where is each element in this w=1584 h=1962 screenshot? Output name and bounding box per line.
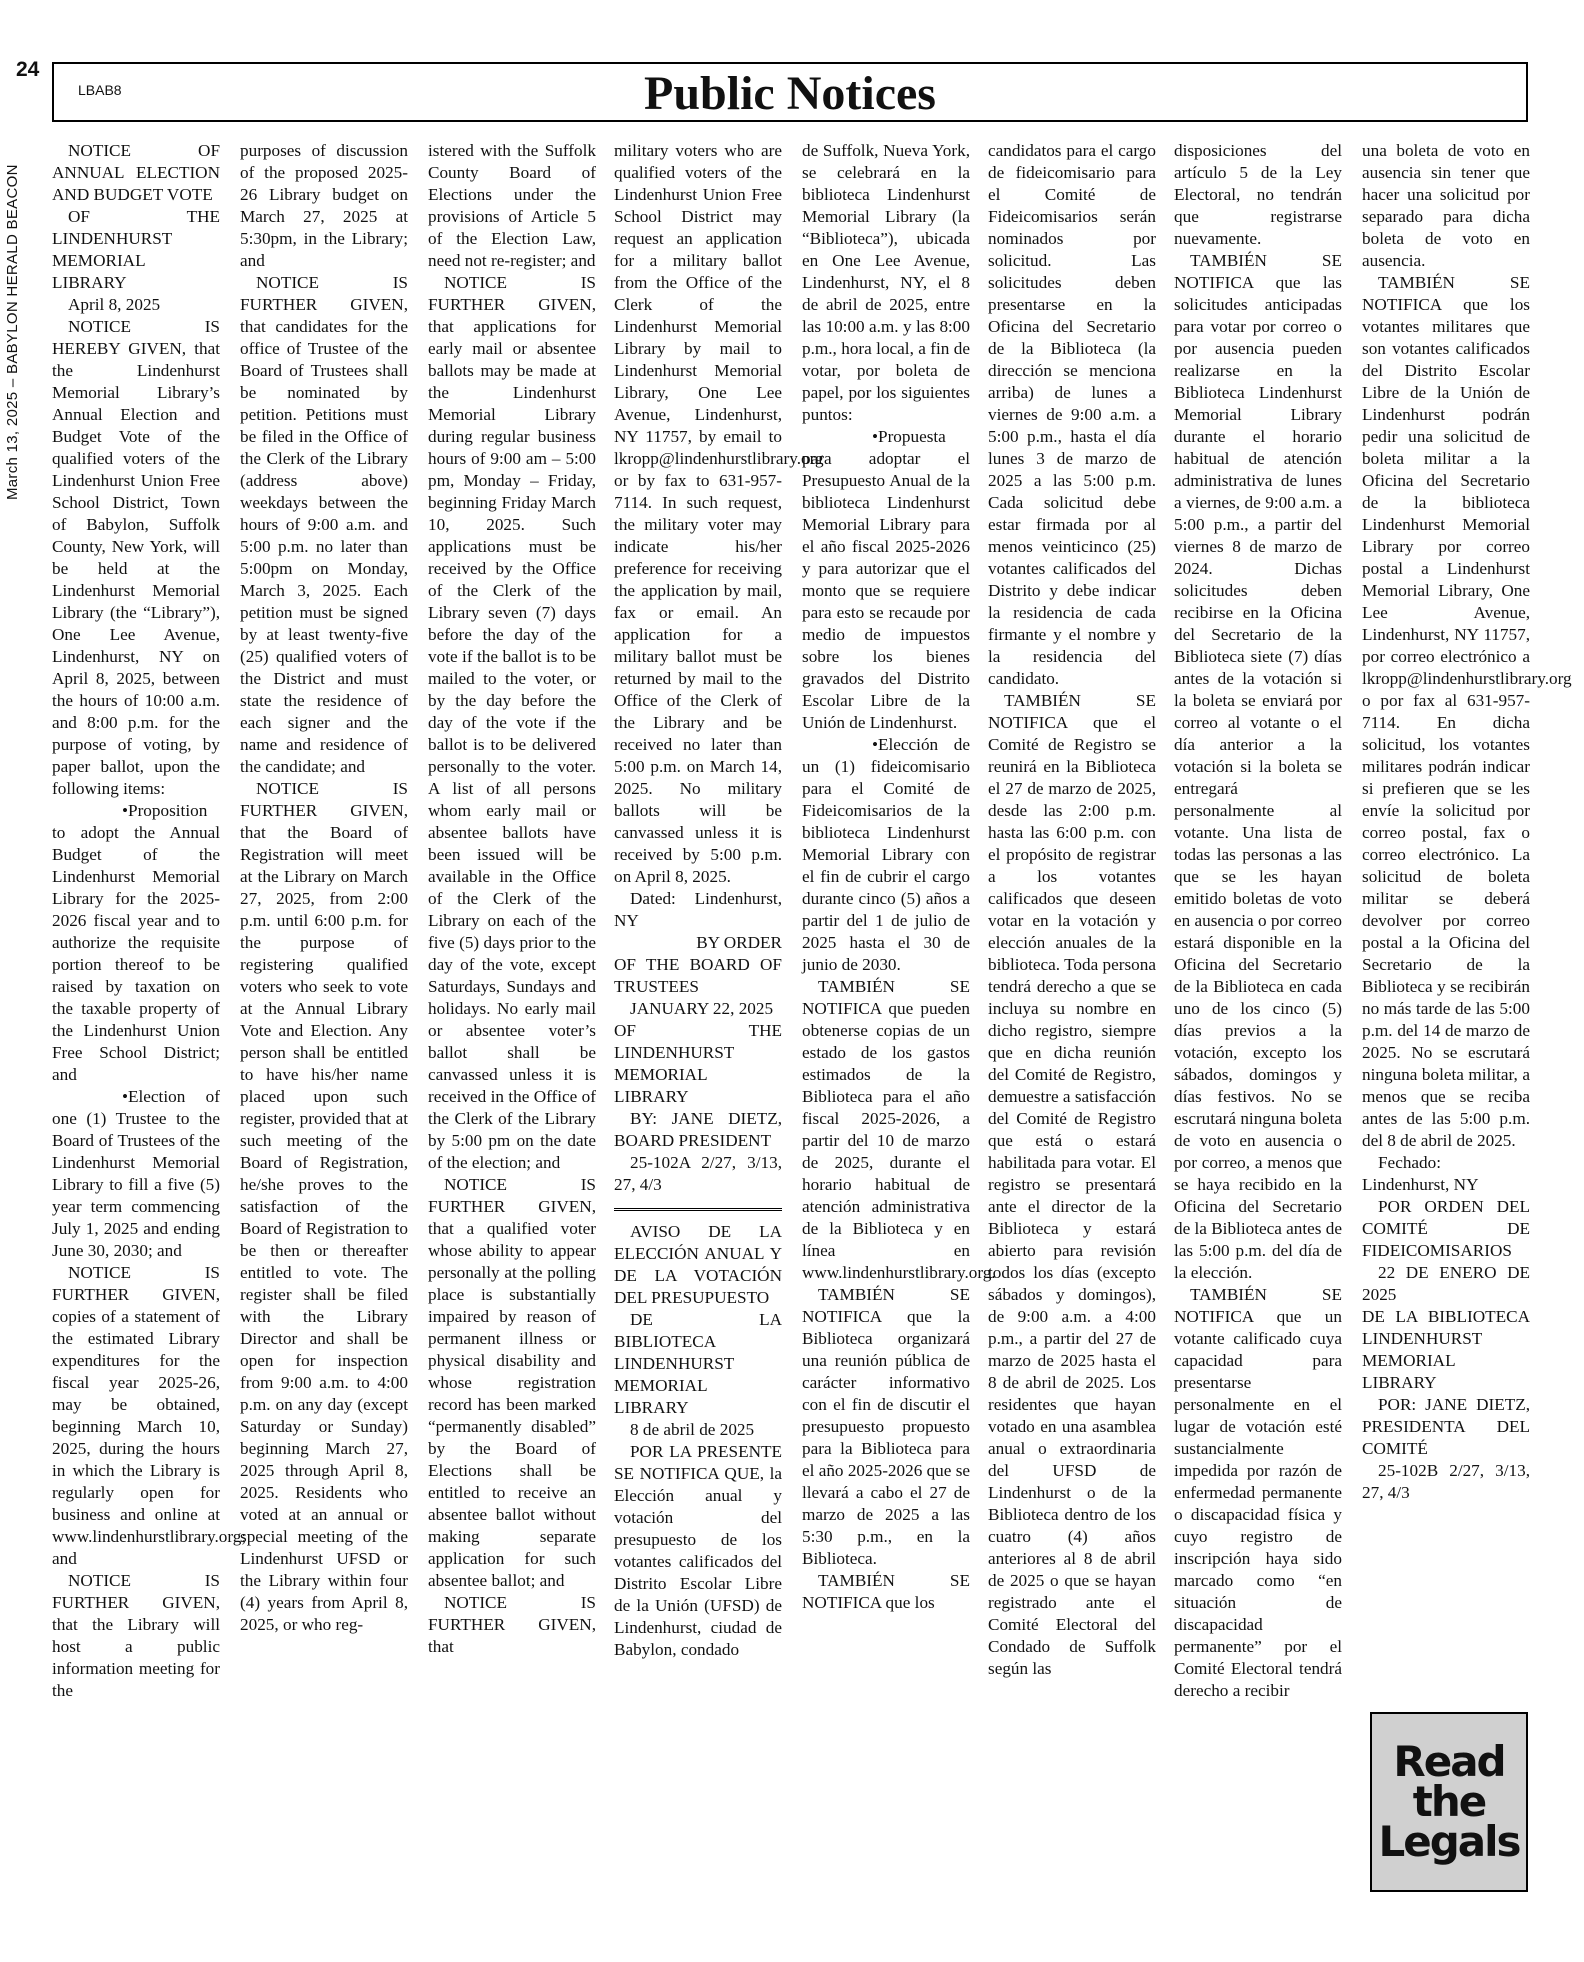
notice-paragraph: 8 de abril de 2025 [630, 1420, 755, 1439]
notice-paragraph: 22 DE ENERO DE 2025 [1362, 1263, 1530, 1304]
notice-paragraph: NOTICE IS HEREBY GIVEN, that the Lindenhurst Memorial Library’s Annual Election and Budget Vote of the qualified voters of the Lindenhurst Union Free School District, Town of Babylon, Suffolk County, New York, will be held at the Lindenhurst Memorial Library (the “Library”), One Lee Avenue, Lindenhurst, NY on April 8, 2025, between the hours of 10:00 a.m. and 8:00 p.m. for the purpose of voting, by paper ballot, upon the following items: [52, 317, 220, 798]
section-title: Public Notices [644, 67, 936, 120]
notice-paragraph: AVISO DE LA ELECCIÓN ANUAL Y DE LA VOTACIÓN DEL PRESUPUESTO [614, 1222, 782, 1307]
section-code: LBAB8 [78, 82, 122, 98]
promo-line-3: Legals [1378, 1817, 1520, 1866]
text-column-6 [988, 140, 1156, 1900]
notice-paragraph: April 8, 2025 [68, 295, 161, 314]
notice-paragraph: •Proposition to adopt the Annual Budget of the Lindenhurst Memorial Library for the 2025-2026 fiscal year and to authorize the requisite portion thereof to be raised by taxation on the taxable property of the Lindenhurst Union Free School District; and [52, 801, 220, 1084]
notice-paragraph: 25-102B 2/27, 3/13, 27, 4/3 [1362, 1461, 1530, 1502]
text-column-4 [614, 140, 824, 1900]
notice-paragraph: disposiciones del artículo 5 de la Ley Electoral, no tendrán que registrarse nuevamente. [1174, 141, 1342, 248]
text-column-2 [240, 140, 408, 1900]
text-column-8 [1362, 140, 1572, 1900]
notice-paragraph: TAMBIÉN SE NOTIFICA que la Biblioteca organizará una reunión pública de carácter informativo con el fin de discutir el presupuesto propuesto para la Biblioteca para el año 2025-2026 que se llevará a cabo el 27 de marzo de 2025 a las 5:30 p.m., en la Biblioteca. [802, 1285, 971, 1568]
notice-paragraph: BY: JANE DIETZ, BOARD PRESIDENT [614, 1109, 782, 1150]
notice-paragraph: Fechado: Lindenhurst, NY [1362, 1153, 1479, 1194]
notice-paragraph: TAMBIÉN SE NOTIFICA que los votantes militares que son votantes calificados del Distrito Escolar Libre de la Unión de Lindenhurst podrán pedir una solicitud de boleta militar a la Oficina del Secretario de la biblioteca Lindenhurst Memorial Library por correo postal a Lindenhurst Memorial Library, One Lee Avenue, Lindenhurst, NY 11757, por correo electrónico a lkropp@lindenhurstlibrary.org o por fax al 631-957-7114. En dicha solicitud, los votantes militares podrán indicar si prefieren que se les envíe la solicitud por correo postal, fax o correo electrónico. La solicitud de boleta militar se deberá devolver por correo postal a la Oficina del Secretario de la Biblioteca y se recibirán no más tarde de las 5:00 p.m. del 14 de marzo de 2025. No se escrutará ninguna boleta militar, a menos que se reciba antes de las 5:00 p.m. del 8 de abril de 2025. [1362, 273, 1572, 1150]
notice-paragraph: NOTICE OF ANNUAL ELECTION AND BUDGET VOTE [52, 141, 220, 204]
notice-paragraph: istered with the Suffolk County Board of Elections under the provisions of Article 5 of the Election Law, need not re-register; and [428, 141, 596, 270]
notice-paragraph: TAMBIÉN SE NOTIFICA que los [802, 1571, 970, 1612]
notice-paragraph: candidatos para el cargo de fideicomisario para el Comité de Fideicomisarios serán nominados por solicitud. Las solicitudes deben presentarse en la Oficina del Secretario de la Biblioteca (la dirección se menciona arriba) de lunes a viernes de 9:00 a.m. a 5:00 p.m., hasta el día lunes 3 de marzo de 2025 a las 5:00 p.m. Cada solicitud debe estar firmada por al menos veinticinco (25) votantes calificados del Distrito y debe indicar la residencia de cada firmante y el nombre y la residencia del candidato. [988, 141, 1156, 688]
text-column-3 [428, 140, 596, 1900]
notice-paragraph: OF THE LINDENHURST MEMORIAL LIBRARY [52, 207, 220, 292]
promo-line-2: the [1412, 1777, 1486, 1826]
notice-paragraph: DE LA BIBLIOTECA LINDENHURST MEMORIAL LIBRARY [1362, 1307, 1530, 1392]
text-column-7 [1174, 140, 1342, 1900]
notice-paragraph: NOTICE IS FURTHER GIVEN, that candidates for the office of Trustee of the Board of Trustees shall be nominated by petition. Petitions must be filed in the Office of the Clerk of the Library (address above) weekdays between the hours of 9:00 a.m. and 5:00 p.m. no later than 5:00pm on Monday, March 3, 2025. Each petition must be signed by at least twenty-five (25) qualified voters of the District and must state the residence of each signer and the name and residence of the candidate; and [240, 273, 408, 776]
notice-paragraph: una boleta de voto en ausencia sin tener que hacer una solicitud por separado para dicha boleta de voto en ausencia. [1362, 141, 1530, 270]
notice-paragraph: POR ORDEN DEL COMITÉ DE FIDEICOMISARIOS [1362, 1197, 1530, 1260]
promo-line-1: Read [1393, 1737, 1505, 1786]
notice-paragraph: purposes of discussion of the proposed 2025-26 Library budget on March 27, 2025 at 5:30pm, in the Library; and [240, 141, 408, 270]
notice-paragraph: NOTICE IS FURTHER GIVEN, that [428, 1593, 596, 1656]
notice-paragraph: TAMBIÉN SE NOTIFICA que un votante calificado cuya capacidad para presentarse personalmente en el lugar de votación esté sustancialmente impedida por razón de enfermedad permanente o discapacidad física y cuyo registro de inscripción haya sido marcado como “en situación de discapacidad permanente” por el Comité Electoral tendrá derecho a recibir [1174, 1285, 1342, 1700]
notice-paragraph: •Elección de un (1) fideicomisario para el Comité de Fideicomisarios de la biblioteca Lindenhurst Memorial Library con el fin de cubrir el cargo durante cinco (5) años a partir del 1 de julio de 2025 hasta el 30 de junio de 2030. [802, 735, 970, 974]
notice-divider [614, 1208, 782, 1211]
notice-paragraph: JANUARY 22, 2025 [630, 999, 774, 1018]
notice-paragraph: POR LA PRESENTE SE NOTIFICA QUE, la Elección anual y votación del presupuesto de los votantes calificados del Distrito Escolar Libre de la Unión (UFSD) de Lindenhurst, ciudad de Babylon, condado [614, 1442, 782, 1659]
text-column-5 [802, 140, 996, 1900]
notice-paragraph: Dated: Lindenhurst, NY [614, 889, 782, 930]
notice-paragraph: OF THE BOARD OF TRUSTEES [614, 955, 782, 996]
notice-paragraph: •Propuesta para adoptar el Presupuesto Anual de la biblioteca Lindenhurst Memorial Library para el año fiscal 2025-2026 y para autorizar que el monto que se requiere para esto se recaude por medio de impuestos sobre los bienes gravados del Distrito Escolar Libre de la Unión de Lindenhurst. [802, 427, 970, 732]
notice-paragraph: NOTICE IS FURTHER GIVEN, that the Board of Registration will meet at the Library on March 27, 2025, from 2:00 p.m. until 6:00 p.m. for the purpose of registering qualified voters who seek to vote at the Annual Library Vote and Election. Any person shall be entitled to have his/her name placed upon such register, provided that at such meeting of the Board of Registration, he/she proves to the satisfaction of the Board of Registration to be then or thereafter entitled to vote. The register shall be filed with the Library Director and shall be open for inspection from 9:00 a.m. to 4:00 p.m. on any day (except Saturday or Sunday) beginning March 27, 2025 through April 8, 2025. Residents who voted at an annual or special meeting of the Lindenhurst UFSD or the Library within four (4) years from April 8, 2025, or who reg- [240, 779, 408, 1634]
notice-paragraph: OF THE LINDENHURST MEMORIAL LIBRARY [614, 1021, 782, 1106]
notice-paragraph: •Election of one (1) Trustee to the Board of Trustees of the Lindenhurst Memorial Library to fill a five (5) year term commencing July 1, 2025 and ending June 30, 2030; and [52, 1087, 220, 1260]
notice-paragraph: NOTICE IS FURTHER GIVEN, that a qualified voter whose ability to appear personally at the polling place is substantially impaired by reason of permanent illness or physical disability and whose registration record has been marked “permanently disabled” by the Board of Elections shall be entitled to receive an absentee ballot without making separate application for such absentee ballot; and [428, 1175, 596, 1590]
issue-date-label: March 13, 2025 – BABYLON HERALD BEACON [4, 164, 21, 500]
notice-paragraph: NOTICE IS FURTHER GIVEN, that the Library will host a public information meeting for the [52, 1571, 220, 1700]
notice-paragraph: military voters who are qualified voters of the Lindenhurst Union Free School District may request an application for a military ballot from the Office of the Clerk of the Lindenhurst Memorial Library by mail to Lindenhurst Memorial Library, One Lee Avenue, Lindenhurst, NY 11757, by email to lkropp@lindenhurstlibrary.org or by fax to 631-957-7114. In such request, the military voter may indicate his/her preference for receiving the application by mail, fax or email. An application for a military ballot must be returned by mail to the Office of the Clerk of the Library and be received no later than 5:00 p.m. on March 14, 2025. No military ballots will be canvassed unless it is received by 5:00 p.m. on April 8, 2025. [614, 141, 824, 886]
notice-paragraph: BY ORDER [696, 933, 782, 952]
notice-paragraph: POR: JANE DIETZ, PRESIDENTA DEL COMITÉ [1362, 1395, 1530, 1458]
notice-paragraph: 25-102A 2/27, 3/13, 27, 4/3 [614, 1153, 782, 1194]
notice-paragraph: de Suffolk, Nueva York, se celebrará en la biblioteca Lindenhurst Memorial Library (la “Biblioteca”), ubicada en One Lee Avenue, Lindenhurst, NY, el 8 de abril de 2025, entre las 10:00 a.m. y las 8:00 p.m., hora local, a fin de votar, por boleta de papel, por los siguientes puntos: [802, 141, 970, 424]
notice-paragraph: TAMBIÉN SE NOTIFICA que las solicitudes anticipadas para votar por correo o por ausencia pueden realizarse en la Biblioteca Lindenhurst Memorial Library durante el horario habitual de atención administrativa de lunes a viernes, de 9:00 a.m. a 5:00 p.m., a partir del viernes 8 de marzo de 2024. Dichas solicitudes deben recibirse en la Oficina del Secretario de la Biblioteca siete (7) días antes de la votación si la boleta se enviará por correo al votante o el día anterior a la votación si la boleta se entregará personalmente al votante. Una lista de todas las personas a las que se les hayan emitido boletas de voto en ausencia o por correo estará disponible en la Oficina del Secretario de la Biblioteca en cada uno de los cinco (5) días previos a la votación, excepto los sábados, domingos y días festivos. No se escrutará ninguna boleta de voto en ausencia o por correo, a menos que se haya recibido en la Oficina del Secretario de la Biblioteca antes de las 5:00 p.m. del día de la elección. [1174, 251, 1342, 1282]
notice-paragraph: NOTICE IS FURTHER GIVEN, that applications for early mail or absentee ballots may be made at the Lindenhurst Memorial Library during regular business hours of 9:00 am – 5:00 pm, Monday – Friday, beginning Friday March 10, 2025. Such applications must be received by the Office of the Clerk of the Library seven (7) days before the day of the vote if the ballot is to be mailed to the voter, or by the day before the day of the vote if the ballot is to be delivered personally to the voter. A list of all persons whom early mail or absentee ballots have been issued will be available in the Office of the Clerk of the Library on each of the five (5) days prior to the day of the vote, except Saturdays, Sundays and holidays. No early mail or absentee voter’s ballot shall be canvassed unless it is received in the Office of the Clerk of the Library by 5:00 pm on the date of the election; and [428, 273, 596, 1172]
notice-paragraph: TAMBIÉN SE NOTIFICA que pueden obtenerse copias de un estado de los gastos estimados de la Biblioteca para el año fiscal 2025-2026, a partir del 10 de marzo de 2025, durante el horario habitual de atención administrativa de la Biblioteca y en línea en www.lindenhurstlibrary.org. [802, 977, 996, 1282]
notice-paragraph: NOTICE IS FURTHER GIVEN, copies of a statement of the estimated Library expenditures for the fiscal year 2025-26, may be obtained, beginning March 10, 2025, during the hours in which the Library is regularly open for business and online at www.lindenhurstlibrary.org; and [52, 1263, 247, 1568]
text-column-1 [52, 140, 247, 1900]
notice-paragraph: TAMBIÉN SE NOTIFICA que el Comité de Registro se reunirá en la Biblioteca el 27 de marzo de 2025, desde las 2:00 p.m. hasta las 6:00 p.m. con el propósito de registrar a los votantes calificados que deseen votar en la votación y elección anuales de la biblioteca. Toda persona tendrá derecho a que se incluya su nombre en dicho registro, siempre que en dicha reunión del Comité de Registro, demuestre a satisfacción del Comité de Registro que está o estará habilitada para votar. El registro se presentará ante el director de la Biblioteca y estará abierto para revisión todos los días (excepto sábados y domingos), de 9:00 a.m. a 4:00 p.m., a partir del 27 de marzo de 2025 hasta el 8 de abril de 2025. Los residentes que hayan votado en una asamblea anual o extraordinaria del UFSD de Lindenhurst o de la Biblioteca dentro de los cuatro (4) años anteriores al 8 de abril de 2025 o que se hayan registrado ante el Comité Electoral del Condado de Suffolk según las [988, 691, 1156, 1678]
page-number: 24 [16, 58, 40, 81]
read-the-legals-box [1370, 1712, 1528, 1892]
section-header [52, 62, 1528, 122]
notice-paragraph: DE LA BIBLIOTECA LINDENHURST MEMORIAL LIBRARY [614, 1310, 782, 1417]
